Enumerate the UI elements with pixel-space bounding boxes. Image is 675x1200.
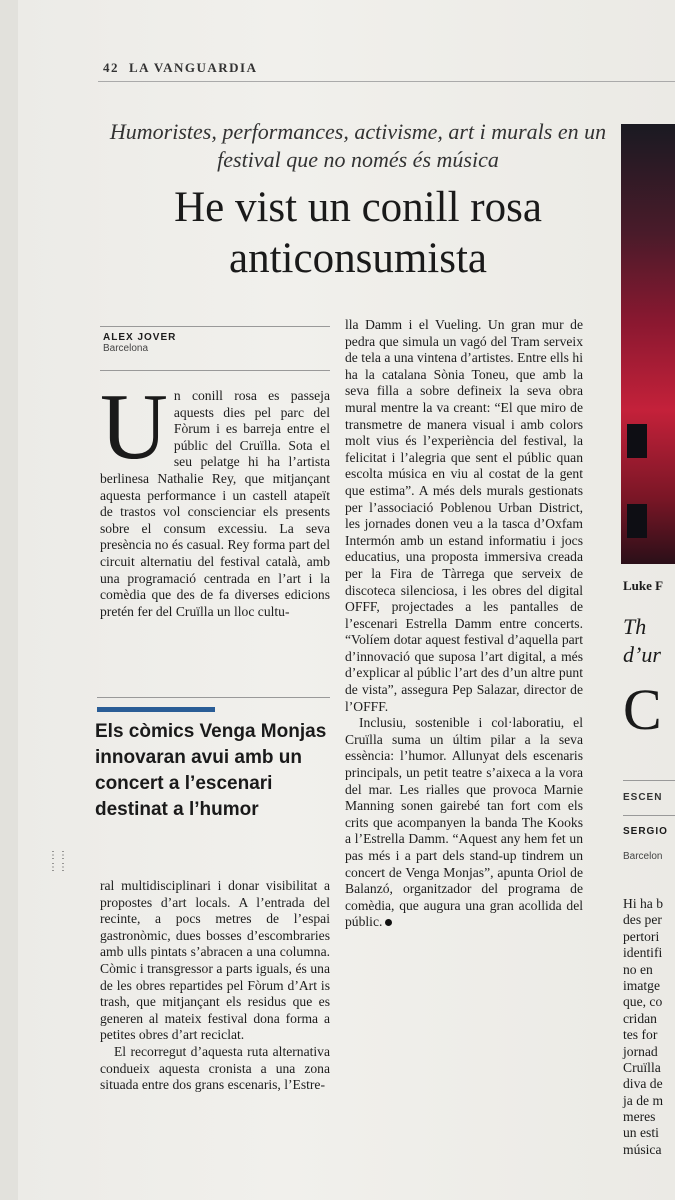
right-kicker <box>623 613 661 669</box>
right-text-line: música <box>623 1141 662 1157</box>
header-rule <box>98 81 675 82</box>
page-number: 42 <box>103 60 119 75</box>
paragraph: lla Damm i el Vueling. Un gran mur de pedra que simula un vagó del Tram serveix de tela a una vintena d’artistes. Entre ells hi ha la catalana Sònia Toneu, que amb la seva filla a sobre defineix la seva obra mural mentre la va creant: “El que miro de transmetre de manera visual i amb colors molt vius és l’experiència del festival, la felicitat i l’alegria que sent el públic quan escolta música en viu al costat de la gent que estima”. A més dels murals gestionats per l’associació Poblenou Urban District, les jornades donen veu a la tasca d’Oxfam Intermón amb un estand informatiu i jocs educatius, una proposta immersiva creada per la Fira de Tàrrega que serveix de discoteca silenciosa, i les obres del digital OFFF, projectades a les pantalles de l’escenari Estrella Damm entre concerts. “Volíem dotar aquest festival d’aquella part d’innovació que suposa l’art digital, a més d’explicar al públic l’art des d’un altre punt de vista”, assegura Pep Salazar, director de l’OFFF. <box>345 317 583 714</box>
article-column-1 <box>100 375 330 620</box>
right-text-line: ja de m <box>623 1092 664 1108</box>
photo-shadow <box>627 424 647 458</box>
right-text-line: meres <box>623 1109 656 1125</box>
sidebar-headline: Els còmics Venga Monjas innovaran avui amb un concert a l’escenari destinat a l’humor <box>95 721 327 820</box>
right-article-text <box>623 896 663 1158</box>
photo-shadow <box>627 504 647 538</box>
paragraph: El recorregut d’aquesta ruta alternativa condueix aquesta cronista a una zona situada entre dos grans escenaris, l’Estre- <box>100 1043 330 1093</box>
right-kicker-line: Th <box>623 614 647 639</box>
article-kicker: Humoristes, performances, activisme, art i murals en un festival que no només és música <box>109 119 607 172</box>
right-kicker-line: d’ur <box>623 642 661 667</box>
right-text-line: un esti <box>623 1125 659 1141</box>
right-text-line: jornad <box>623 1043 658 1059</box>
article-headline: He vist un conill rosa anticonsumista <box>174 184 542 282</box>
right-byline-place: Barcelon <box>623 851 663 862</box>
right-byline-rule <box>623 815 675 816</box>
right-section-label: ESCEN <box>623 792 663 803</box>
right-byline-author: SERGIO <box>623 826 668 837</box>
right-text-line: que, co <box>623 994 663 1010</box>
end-mark-icon <box>385 919 392 926</box>
right-text-line: des per <box>623 912 662 928</box>
right-text-line: tes for <box>623 1027 658 1043</box>
margin-dots-icon: ⋮⋮ ⋮⋮ <box>48 850 68 873</box>
right-section-rule <box>623 780 675 781</box>
byline-author: ALEX JOVER <box>103 332 177 343</box>
right-text-line: imatge <box>623 977 660 993</box>
right-text-line: Hi ha b <box>623 896 664 911</box>
right-headline-letter: C <box>623 677 662 742</box>
drop-cap: U <box>100 375 168 479</box>
right-text-line: diva de <box>623 1076 663 1092</box>
sidebar-accent-bar <box>97 707 215 712</box>
right-text-line: Cruïlla <box>623 1059 661 1075</box>
page-header <box>103 60 257 76</box>
byline-rule-bottom <box>100 370 330 371</box>
sidebar-rule <box>97 697 330 698</box>
lead-paragraph: n conill rosa es passeja aquests dies pel parc del Fòrum i es barreja entre el públic del Cruïlla. Sota el seu pelatge hi ha l’artista berlinesa Nathalie Rey, que mitjançant aquesta performance i un castell atapeït de trastos vol conscienciar els presents sobre el consum excessiu. La seva presència no és casual. Rey forma part del circuit alternatiu del festival català, amb una programació centrada en l’art i la comèdia que des de fa diverses edicions pretén fer del Cruïlla un lloc cultu- <box>100 388 330 619</box>
article-column-1-continued <box>100 878 330 1094</box>
byline-place: Barcelona <box>103 343 149 354</box>
right-text-line: identifi <box>623 945 663 961</box>
right-text-line: cridan <box>623 1010 657 1026</box>
byline <box>103 332 176 354</box>
paragraph: ral multidisciplinari i donar visibilitat a propostes d’art locals. A l’entrada del recinte, a pocs metres de l’espai gastronòmic, dues bosses d’escombraries amb ulls pintats s’abracen a una columna. Còmic i transgressor a parts iguals, és una de les obres repartides pel Fòrum d’Art is trash, que mitjançant els residus que es generen al mateix festival dona forma a petites obres d’art reciclat. <box>100 878 330 1043</box>
concert-photo <box>621 124 675 564</box>
right-text-line: no en <box>623 961 653 977</box>
right-photo-caption: Luke F <box>623 578 664 593</box>
paragraph: Inclusiu, sostenible i col·laboratiu, el Cruïlla suma un últim pilar a la seva essència: l’humor. Allunyat dels escenaris principals, un petit teatre s’aixeca a la vora del mar. Les rialles que provoca Marnie Manning sonen gairebé tan fort com els crits que acompanyen la banda The Kooks a l’Estrella Damm. “Aquest any hem fet un pas més i a part dels stand-up tindrem un concert de Venga Monjas”, apunta Oriol de Balanzó, organitzador del programa de comèdia, que augura una gran acollida del públic. <box>345 715 583 930</box>
publication-name: LA VANGUARDIA <box>129 60 258 75</box>
byline-rule-top <box>100 326 330 327</box>
right-text-line: pertori <box>623 928 660 944</box>
article-column-2 <box>345 317 583 931</box>
